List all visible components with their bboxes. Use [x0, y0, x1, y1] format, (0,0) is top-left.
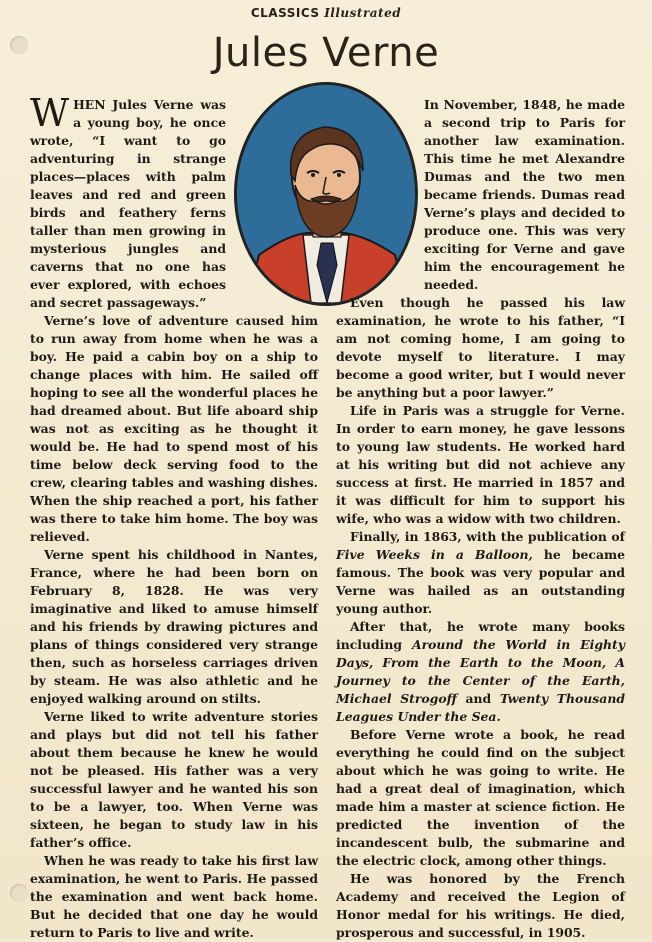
paragraph [30, 91, 318, 312]
book-titles: Around the World in Eighty Days, From the Earth to the Moon, A Journey to the Center of the Earth, Michael Strogoff [336, 637, 625, 706]
paragraph-text: Verne spent his childhood in Nantes, France, where he had been born on February 8, 1828. He was very imaginative and liked to amuse himself and his friends by drawing pictures and plans of things considered very strange then, such as horseless carriages driven by steam. He was also athletic and he enjoyed walking around on stilts. [30, 547, 318, 706]
paragraph-text: Life in Paris was a struggle for Verne. In order to earn money, he gave lessons to young law students. He worked hard at his writing but did not achieve any success at first. He married in 1857 and it was difficult for him to support his wife, who was a widow with two children. [336, 403, 625, 526]
paragraph-text: After that, he wrote many books including [336, 619, 625, 652]
paragraph-text: Even though he passed his law examination, he wrote to his father, “I am not coming home, I am going to devote myself to literature. I may become a good writer, but I would never be anything but a poor lawyer.” [336, 295, 625, 400]
paragraph [336, 96, 625, 294]
paragraph-text: He was honored by the French Academy and received the Legion of Honor medal for his writings. He died, prosperous and successful, in 1905. [336, 871, 625, 940]
paragraph-text: and [456, 691, 500, 706]
paragraph [336, 870, 625, 942]
book-title: Twenty Thousand Leagues Under the Sea. [336, 691, 625, 724]
paragraph [30, 546, 318, 708]
brand-name: CLASSICS [250, 6, 320, 20]
paragraph [30, 852, 318, 942]
paragraph [336, 528, 625, 618]
paragraph-text: In November, 1848, he made a second trip to Paris for another law examination. This time he met Alexandre Dumas and the two men became friends. Dumas read Verne’s plays and decided to produce one. This was very exciting for Verne and gave him the encouragement he needed. [424, 97, 625, 292]
paragraph [30, 708, 318, 852]
paragraph [336, 402, 625, 528]
paragraph [30, 312, 318, 546]
paragraph-text: Verne liked to write adventure stories and plays but did not tell his father about them because he knew he would not be pleased. His father was a very successful lawyer and he wanted his son to be a lawyer, too. When Verne was sixteen, he began to study law in his father’s office. [30, 709, 318, 850]
paragraph-text: he became famous. The book was very popular and Verne was hailed as an outstanding young author. [336, 547, 625, 616]
brand-script: Illustrated [324, 6, 402, 20]
brand-header [0, 6, 652, 20]
paragraph [336, 726, 625, 870]
paragraph-text: Before Verne wrote a book, he read everything he could find on the subject about which he was going to write. He had a great deal of imagination, which made him a master at science fiction. He predicted the invention of the incandescent bulb, the submarine and the electric clock, among other things. [336, 727, 625, 868]
left-column [30, 91, 318, 942]
paragraph [336, 294, 625, 402]
paragraph-text: Verne’s love of adventure caused him to run away from home when he was a boy. He paid a cabin boy on a ship to change places with him. He sailed off hoping to see all the wonderful places he had dreamed about. But life aboard ship was not as exciting as he thought it would be. He had to spend most of his time below deck serving food to the crew, clearing tables and washing dishes. When the ship reached a port, his father was there to take him home. The boy was relieved. [30, 313, 318, 544]
book-title: Five Weeks in a Balloon, [336, 547, 533, 562]
page-title: Jules Verne [212, 30, 440, 76]
punch-hole [10, 884, 28, 902]
drop-cap: W [30, 91, 70, 135]
paragraph-text: Finally, in 1863, with the publication of [350, 529, 625, 544]
paragraph-text: When he was ready to take his first law examination, he went to Paris. He passed the examination and went back home. But he decided that one day he would return to Paris to live and write. [30, 853, 318, 940]
paragraph [336, 618, 625, 726]
intro-text: HEN Jules Verne was a young boy, he once wrote, “I want to go adventuring in strange places—places with palm leaves and red and green birds and feathery ferns taller than men growing in mysterious jungles and caverns that no one has ever explored, with echoes and secret passageways.” [30, 97, 226, 310]
right-column [336, 96, 625, 942]
